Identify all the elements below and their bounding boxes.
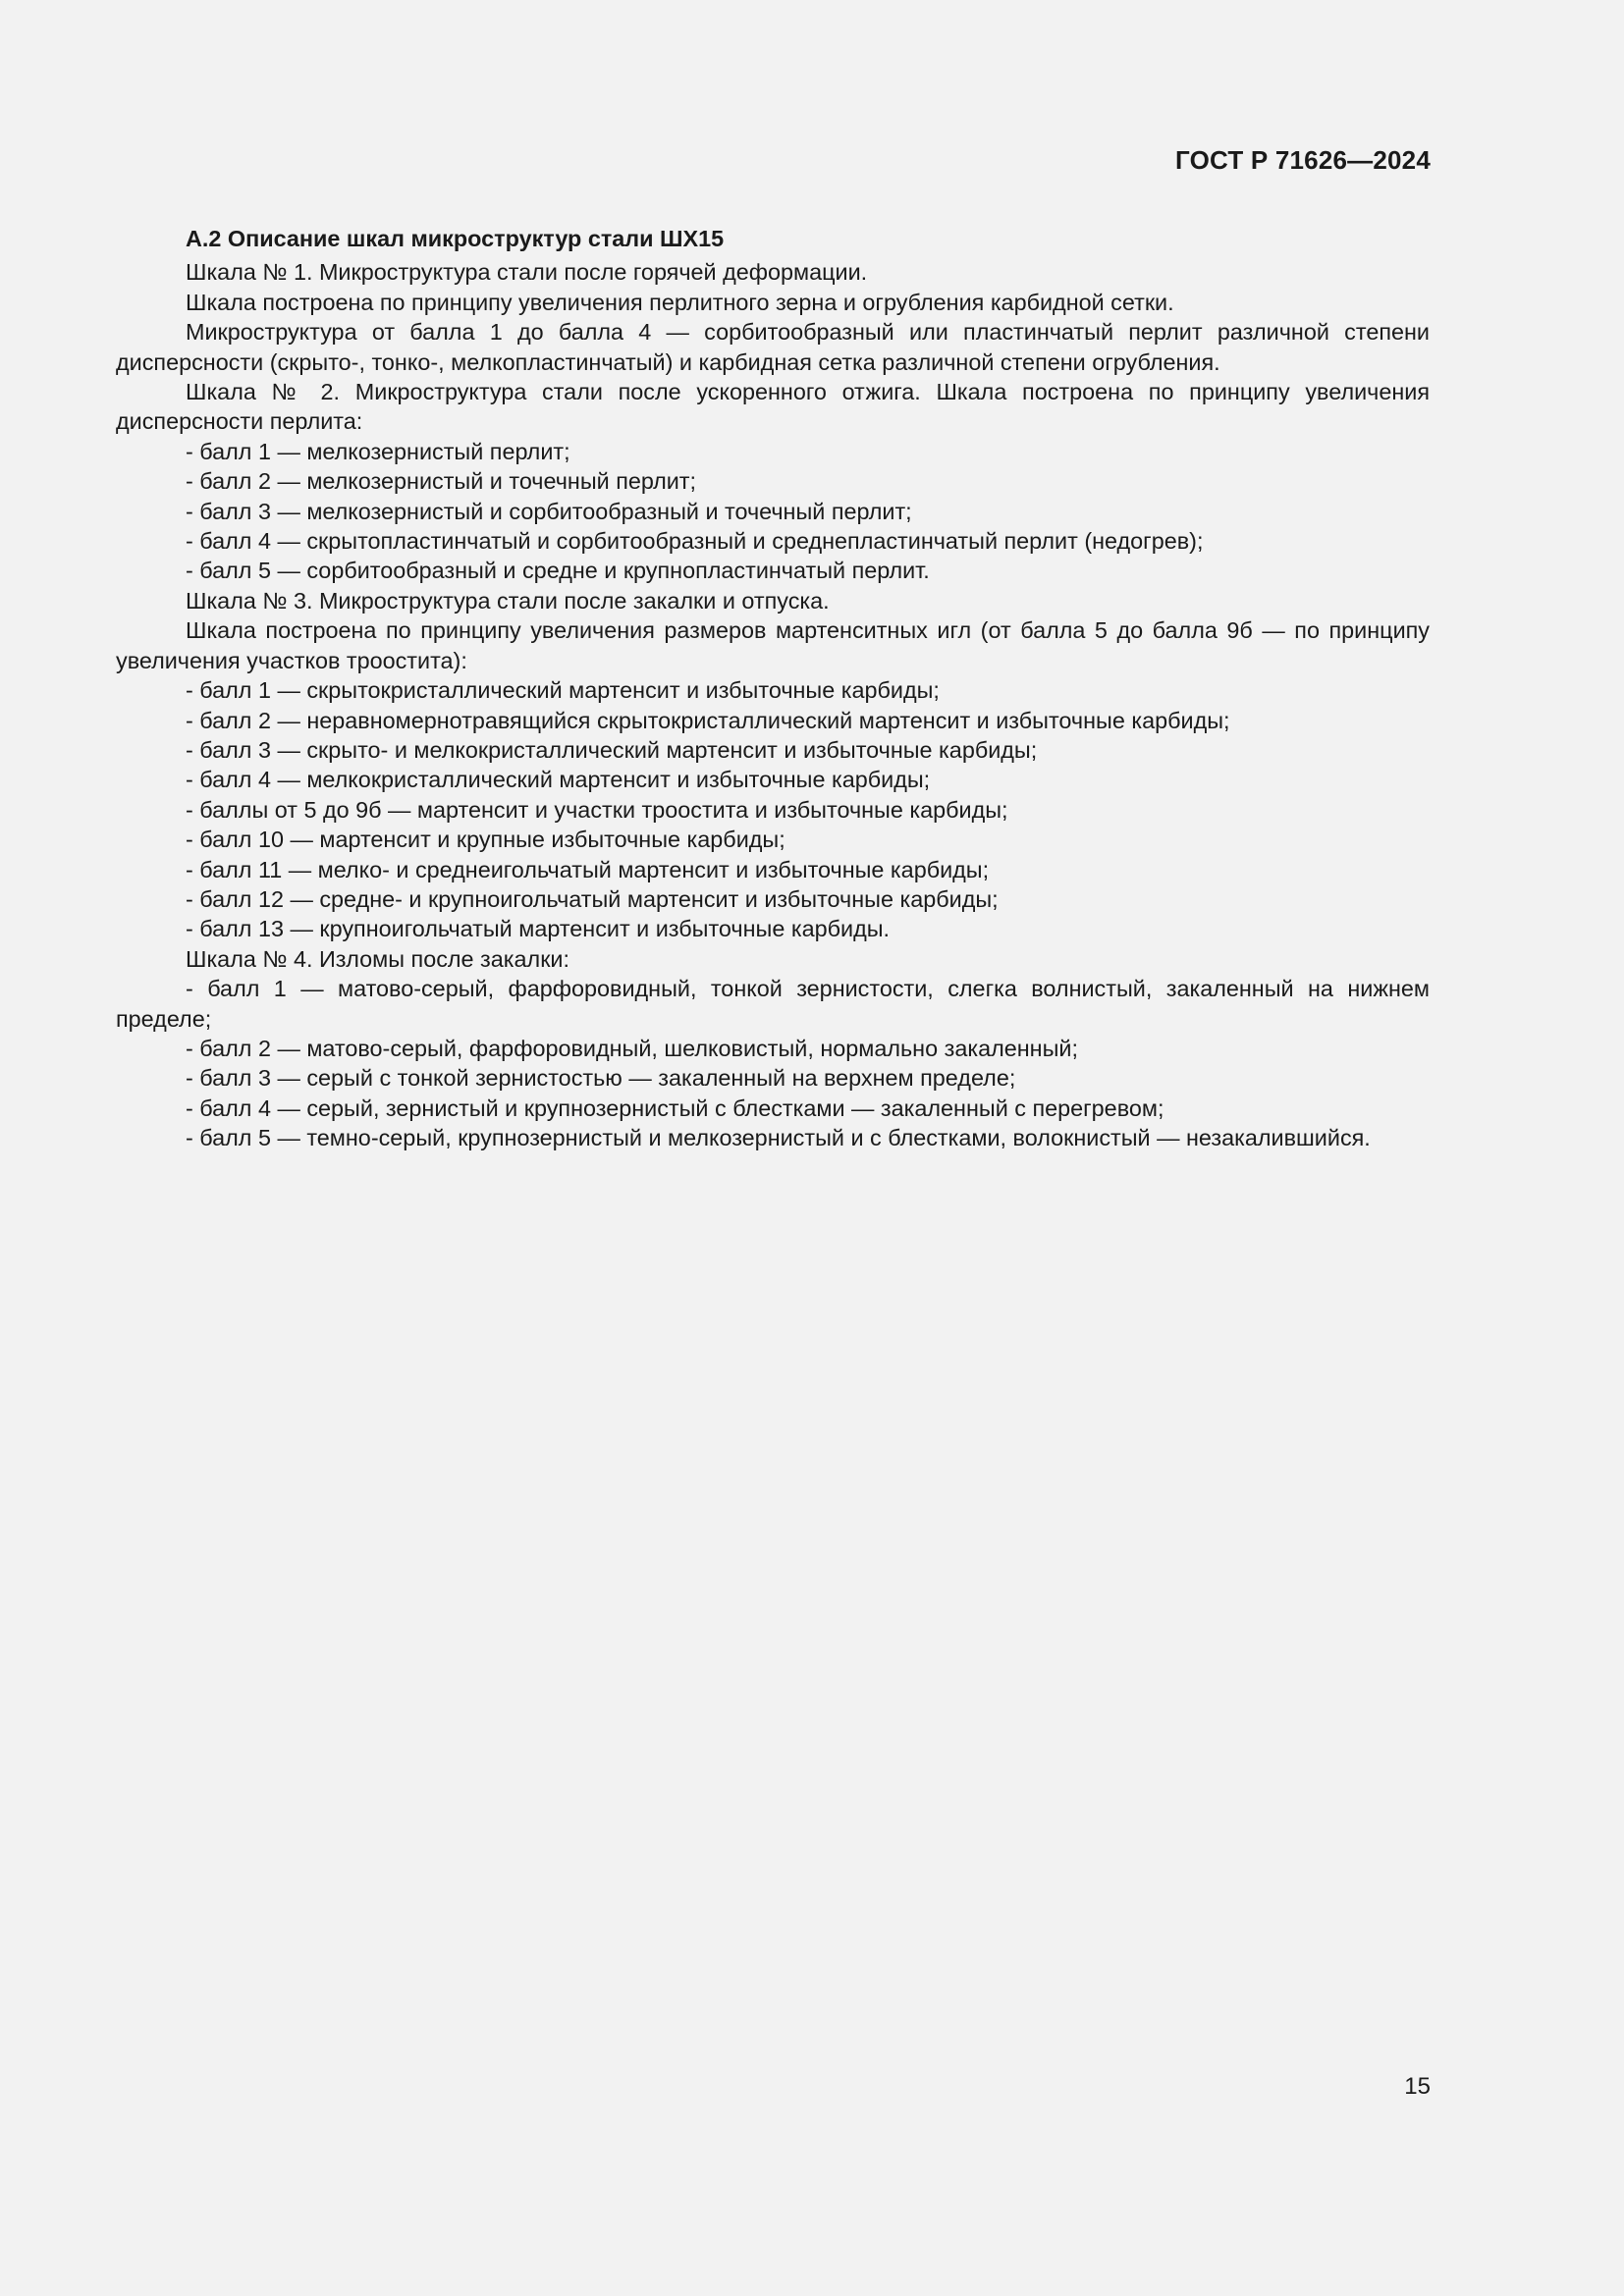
list-item: - балл 2 — мелкозернистый и точечный перлит; (186, 468, 697, 495)
list-item: - балл 5 — темно-серый, крупнозернистый и мелкозернистый и с блестками, волокнистый — незакалившийся. (186, 1125, 1371, 1151)
section-heading: А.2 Описание шкал микроструктур стали ШХ15 (186, 226, 725, 251)
list-item: - балл 12 — средне- и крупноигольчатый мартенсит и избыточные карбиды; (186, 885, 999, 912)
document-body (116, 224, 1430, 1153)
list-item: - балл 13 — крупноигольчатый мартенсит и избыточные карбиды. (186, 916, 891, 942)
paragraph: Шкала построена по принципу увеличения размеров мартенситных игл (от балла 5 до балла 9б — по принципу увеличения участков троостита): (116, 617, 1430, 673)
paragraph: Шкала построена по принципу увеличения перлитного зерна и огрубления карбидной сетки. (186, 289, 1174, 315)
list-item: - балл 3 — мелкозернистый и сорбитообразный и точечный перлит; (186, 498, 912, 524)
list-item: - балл 2 — матово-серый, фарфоровидный, шелковистый, нормально закаленный; (186, 1035, 1078, 1061)
list-item: - балл 4 — скрытопластинчатый и сорбитообразный и среднепластинчатый перлит (недогрев); (186, 528, 1204, 555)
list-item: - балл 3 — серый с тонкой зернистостью — закаленный на верхнем пределе; (186, 1065, 1016, 1092)
list-item: - балл 3 — скрыто- и мелкокристаллический мартенсит и избыточные карбиды; (186, 736, 1038, 763)
paragraph: Шкала № 4. Изломы после закалки: (186, 945, 569, 972)
list-item: - балл 5 — сорбитообразный и средне и крупнопластинчатый перлит. (186, 558, 930, 584)
list-item: - балл 1 — мелкозернистый перлит; (186, 438, 570, 464)
list-item: - балл 4 — серый, зернистый и крупнозернистый с блестками — закаленный с перегревом; (186, 1095, 1164, 1121)
paragraph: Шкала № 2. Микроструктура стали после ускоренного отжига. Шкала построена по принципу увеличения дисперсности перлита: (116, 379, 1430, 435)
list-item: - баллы от 5 до 9б — мартенсит и участки троостита и избыточные карбиды; (186, 796, 1008, 823)
page-number: 15 (1404, 2073, 1431, 2100)
list-item: - балл 10 — мартенсит и крупные избыточные карбиды; (186, 827, 785, 853)
list-item: - балл 2 — неравномернотравящийся скрытокристаллический мартенсит и избыточные карбиды; (186, 707, 1230, 733)
list-item: - балл 4 — мелкокристаллический мартенсит и избыточные карбиды; (186, 767, 931, 793)
list-item: - балл 1 — скрытокристаллический мартенсит и избыточные карбиды; (186, 677, 940, 704)
list-item: - балл 11 — мелко- и среднеигольчатый мартенсит и избыточные карбиды; (186, 856, 990, 882)
paragraph: Микроструктура от балла 1 до балла 4 — сорбитообразный или пластинчатый перлит различной степени дисперсности (скрыто-, тонко-, мелкопластинчатый) и карбидная сетка различной степени огрубления. (116, 319, 1430, 375)
paragraph: Шкала № 3. Микроструктура стали после закалки и отпуска. (186, 587, 830, 614)
paragraph: Шкала № 1. Микроструктура стали после горячей деформации. (186, 259, 868, 286)
document-code: ГОСТ Р 71626—2024 (1175, 145, 1431, 175)
list-item: - балл 1 — матово-серый, фарфоровидный, тонкой зернистости, слегка волнистый, закаленный на нижнем пределе; (116, 976, 1430, 1032)
